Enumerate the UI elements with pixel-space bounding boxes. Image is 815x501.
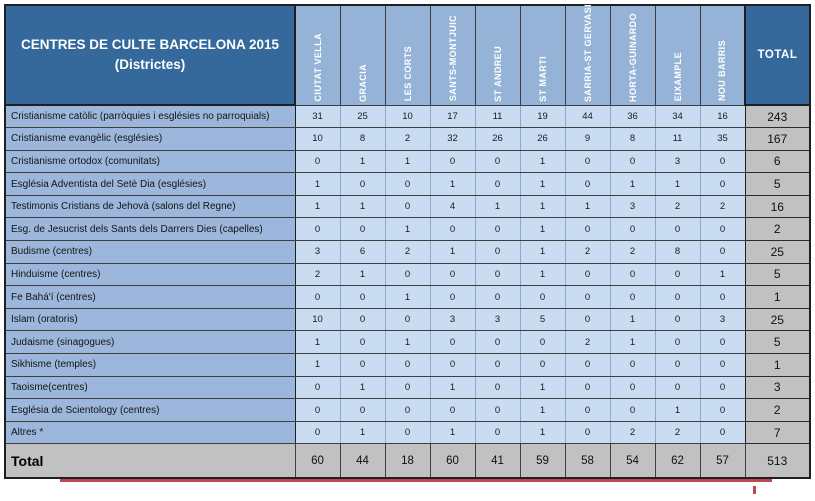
data-cell: 1 — [430, 173, 475, 196]
row-label: Fe Bahá'í (centres) — [5, 286, 295, 309]
column-header-label: GRACIA — [357, 63, 368, 102]
table-row — [5, 308, 810, 331]
data-cell: 3 — [430, 308, 475, 331]
data-cell: 0 — [340, 331, 385, 354]
column-total-cell: 44 — [340, 444, 385, 478]
column-header-label: NOU BARRIS — [717, 40, 728, 102]
data-cell: 1 — [655, 173, 700, 196]
row-label: Sikhisme (temples) — [5, 354, 295, 377]
row-total-cell: 3 — [745, 376, 810, 399]
data-cell: 0 — [565, 421, 610, 444]
row-label: Hinduisme (centres) — [5, 263, 295, 286]
data-cell: 0 — [610, 399, 655, 422]
column-header-st-marti — [520, 5, 565, 105]
row-total-cell: 25 — [745, 308, 810, 331]
data-cell: 0 — [430, 399, 475, 422]
data-cell: 0 — [655, 308, 700, 331]
data-cell: 4 — [430, 195, 475, 218]
row-total-cell: 5 — [745, 263, 810, 286]
column-total-cell: 41 — [475, 444, 520, 478]
data-cell: 10 — [295, 308, 340, 331]
data-cell: 1 — [430, 241, 475, 264]
data-cell: 0 — [385, 195, 430, 218]
data-cell: 11 — [475, 105, 520, 128]
data-cell: 0 — [565, 399, 610, 422]
data-cell: 2 — [565, 241, 610, 264]
data-cell: 0 — [340, 399, 385, 422]
data-cell: 0 — [475, 150, 520, 173]
row-total-cell: 1 — [745, 286, 810, 309]
data-cell: 0 — [385, 421, 430, 444]
data-cell: 0 — [340, 354, 385, 377]
data-cell: 0 — [340, 286, 385, 309]
data-cell: 1 — [520, 263, 565, 286]
data-cell: 0 — [565, 218, 610, 241]
data-cell: 1 — [430, 376, 475, 399]
data-cell: 32 — [430, 128, 475, 151]
data-cell: 1 — [700, 263, 745, 286]
data-cell: 3 — [610, 195, 655, 218]
row-total-cell: 7 — [745, 421, 810, 444]
data-cell: 2 — [295, 263, 340, 286]
data-cell: 26 — [475, 128, 520, 151]
data-cell: 1 — [520, 376, 565, 399]
column-total-cell: 62 — [655, 444, 700, 478]
data-cell: 5 — [520, 308, 565, 331]
data-cell: 0 — [430, 263, 475, 286]
column-header-les-corts — [385, 5, 430, 105]
data-cell: 1 — [520, 218, 565, 241]
row-label: Cristianisme ortodox (comunitats) — [5, 150, 295, 173]
data-cell: 26 — [520, 128, 565, 151]
column-header-label: ST ANDREU — [492, 45, 503, 102]
data-cell: 0 — [610, 286, 655, 309]
data-cell: 2 — [610, 421, 655, 444]
data-cell: 1 — [295, 173, 340, 196]
data-cell: 0 — [700, 286, 745, 309]
data-cell: 1 — [610, 173, 655, 196]
data-cell: 0 — [475, 218, 520, 241]
data-cell: 2 — [385, 128, 430, 151]
table-row — [5, 195, 810, 218]
table-row — [5, 150, 810, 173]
data-cell: 3 — [295, 241, 340, 264]
data-cell: 0 — [700, 218, 745, 241]
row-label: Església Adventista del Setè Dia (esglésies) — [5, 173, 295, 196]
data-cell: 3 — [655, 150, 700, 173]
data-cell: 0 — [565, 263, 610, 286]
row-total-cell: 2 — [745, 218, 810, 241]
column-total-cell: 59 — [520, 444, 565, 478]
data-cell: 0 — [700, 354, 745, 377]
data-cell: 3 — [700, 308, 745, 331]
data-cell: 16 — [700, 105, 745, 128]
data-cell: 0 — [610, 263, 655, 286]
column-total-cell: 60 — [295, 444, 340, 478]
data-cell: 0 — [565, 376, 610, 399]
data-cell: 34 — [655, 105, 700, 128]
table-row — [5, 128, 810, 151]
data-cell: 1 — [340, 150, 385, 173]
row-total-cell: 5 — [745, 173, 810, 196]
data-cell: 0 — [565, 286, 610, 309]
data-cell: 1 — [295, 354, 340, 377]
data-cell: 0 — [475, 241, 520, 264]
data-cell: 0 — [655, 376, 700, 399]
data-cell: 0 — [295, 376, 340, 399]
column-total-cell: 60 — [430, 444, 475, 478]
column-header-label: EIXAMPLE — [672, 52, 683, 102]
data-cell: 1 — [565, 195, 610, 218]
data-cell: 1 — [475, 195, 520, 218]
table-row — [5, 173, 810, 196]
data-cell: 0 — [430, 218, 475, 241]
data-cell: 0 — [475, 354, 520, 377]
data-cell: 2 — [700, 195, 745, 218]
data-cell: 1 — [340, 195, 385, 218]
data-cell: 6 — [340, 241, 385, 264]
data-cell: 9 — [565, 128, 610, 151]
row-label: Església de Scientology (centres) — [5, 399, 295, 422]
data-cell: 0 — [475, 331, 520, 354]
column-total-cell: 57 — [700, 444, 745, 478]
data-cell: 0 — [295, 150, 340, 173]
data-cell: 0 — [565, 308, 610, 331]
row-label: Islam (oratoris) — [5, 308, 295, 331]
column-header-sants-montjuic — [430, 5, 475, 105]
table-row — [5, 331, 810, 354]
centres-culte-table — [4, 4, 811, 479]
grand-total-cell: 513 — [745, 444, 810, 478]
row-total-cell: 243 — [745, 105, 810, 128]
totals-row — [5, 444, 810, 478]
data-cell: 0 — [655, 331, 700, 354]
data-cell: 0 — [385, 263, 430, 286]
data-cell: 1 — [655, 399, 700, 422]
data-cell: 0 — [475, 399, 520, 422]
data-cell: 0 — [430, 286, 475, 309]
column-total-cell: 18 — [385, 444, 430, 478]
data-cell: 19 — [520, 105, 565, 128]
data-cell: 0 — [295, 399, 340, 422]
data-cell: 1 — [385, 150, 430, 173]
data-cell: 10 — [295, 128, 340, 151]
data-cell: 8 — [655, 241, 700, 264]
column-header-eixample — [655, 5, 700, 105]
red-tick-mark — [753, 486, 756, 494]
column-header-total: TOTAL — [745, 5, 810, 105]
data-cell: 0 — [700, 399, 745, 422]
table-title — [5, 5, 295, 105]
data-cell: 0 — [565, 354, 610, 377]
column-total-cell: 54 — [610, 444, 655, 478]
row-total-cell: 25 — [745, 241, 810, 264]
data-cell: 0 — [385, 173, 430, 196]
data-cell: 31 — [295, 105, 340, 128]
column-header-ciutat-vella — [295, 5, 340, 105]
data-cell: 0 — [340, 308, 385, 331]
data-cell: 0 — [610, 218, 655, 241]
data-cell: 1 — [520, 421, 565, 444]
data-cell: 0 — [700, 331, 745, 354]
table-row — [5, 218, 810, 241]
table-row — [5, 263, 810, 286]
data-cell: 0 — [340, 173, 385, 196]
column-header-gracia — [340, 5, 385, 105]
totals-row-label: Total — [5, 444, 295, 478]
data-cell: 0 — [430, 150, 475, 173]
data-cell: 0 — [565, 150, 610, 173]
data-cell: 1 — [430, 421, 475, 444]
data-cell: 1 — [340, 421, 385, 444]
table-row — [5, 399, 810, 422]
data-cell: 0 — [385, 399, 430, 422]
data-cell: 0 — [295, 421, 340, 444]
data-cell: 0 — [700, 150, 745, 173]
data-cell: 1 — [520, 399, 565, 422]
data-cell: 0 — [655, 263, 700, 286]
row-total-cell: 167 — [745, 128, 810, 151]
data-cell: 10 — [385, 105, 430, 128]
data-cell: 1 — [385, 331, 430, 354]
data-cell: 0 — [475, 286, 520, 309]
data-cell: 1 — [385, 218, 430, 241]
column-header-sarria-st-gervasi — [565, 5, 610, 105]
column-header-nou-barris — [700, 5, 745, 105]
data-cell: 11 — [655, 128, 700, 151]
row-label: Taoisme(centres) — [5, 376, 295, 399]
data-cell: 0 — [430, 331, 475, 354]
data-cell: 2 — [610, 241, 655, 264]
table-row — [5, 105, 810, 128]
table-row — [5, 241, 810, 264]
data-cell: 0 — [520, 354, 565, 377]
row-label: Cristianisme evangèlic (esglésies) — [5, 128, 295, 151]
data-cell: 0 — [700, 173, 745, 196]
data-cell: 8 — [340, 128, 385, 151]
red-underline — [60, 479, 772, 482]
data-cell: 0 — [520, 286, 565, 309]
table-row — [5, 376, 810, 399]
data-cell: 0 — [565, 173, 610, 196]
data-cell: 0 — [340, 218, 385, 241]
data-cell: 1 — [610, 331, 655, 354]
data-cell: 0 — [475, 376, 520, 399]
data-cell: 1 — [385, 286, 430, 309]
data-cell: 0 — [655, 286, 700, 309]
column-header-label: HORTA-GUINARDO — [627, 12, 638, 102]
data-cell: 0 — [295, 286, 340, 309]
data-cell: 0 — [385, 308, 430, 331]
data-cell: 2 — [655, 195, 700, 218]
data-cell: 0 — [430, 354, 475, 377]
data-cell: 17 — [430, 105, 475, 128]
data-cell: 44 — [565, 105, 610, 128]
data-cell: 2 — [385, 241, 430, 264]
data-cell: 36 — [610, 105, 655, 128]
data-cell: 0 — [475, 173, 520, 196]
data-cell: 0 — [655, 354, 700, 377]
data-cell: 1 — [340, 263, 385, 286]
data-cell: 1 — [520, 173, 565, 196]
row-total-cell: 2 — [745, 399, 810, 422]
data-cell: 1 — [295, 331, 340, 354]
data-cell: 2 — [565, 331, 610, 354]
column-header-horta-guinardo — [610, 5, 655, 105]
row-total-cell: 6 — [745, 150, 810, 173]
data-cell: 0 — [295, 218, 340, 241]
data-cell: 0 — [475, 263, 520, 286]
row-label: Budisme (centres) — [5, 241, 295, 264]
data-cell: 0 — [475, 421, 520, 444]
table-title-line2: (Districtes) — [114, 57, 186, 72]
data-cell: 1 — [520, 150, 565, 173]
column-header-label: ST MARTI — [537, 55, 548, 102]
data-cell: 1 — [520, 241, 565, 264]
row-total-cell: 16 — [745, 195, 810, 218]
row-label: Cristianisme catòlic (parròquies i esglésies no parroquials) — [5, 105, 295, 128]
data-cell: 0 — [655, 218, 700, 241]
data-cell: 8 — [610, 128, 655, 151]
table-row — [5, 421, 810, 444]
data-cell: 0 — [520, 331, 565, 354]
data-cell: 0 — [385, 354, 430, 377]
row-total-cell: 5 — [745, 331, 810, 354]
data-cell: 0 — [610, 354, 655, 377]
row-label: Judaisme (sinagogues) — [5, 331, 295, 354]
data-cell: 0 — [385, 376, 430, 399]
row-label: Esg. de Jesucrist dels Sants dels Darrers Dies (capelles) — [5, 218, 295, 241]
data-cell: 3 — [475, 308, 520, 331]
row-label: Altres * — [5, 421, 295, 444]
data-cell: 1 — [610, 308, 655, 331]
table-row — [5, 354, 810, 377]
column-header-label: CIUTAT VELLA — [312, 33, 323, 102]
column-total-cell: 58 — [565, 444, 610, 478]
table-row — [5, 286, 810, 309]
column-header-label: LES CORTS — [402, 46, 413, 102]
row-total-cell: 1 — [745, 354, 810, 377]
data-cell: 0 — [700, 241, 745, 264]
data-cell: 35 — [700, 128, 745, 151]
data-cell: 1 — [340, 376, 385, 399]
data-cell: 0 — [610, 376, 655, 399]
header-row — [5, 5, 810, 105]
data-cell: 0 — [700, 376, 745, 399]
data-cell: 25 — [340, 105, 385, 128]
data-cell: 0 — [700, 421, 745, 444]
column-header-label: SARRIA-ST GERVASI — [582, 3, 593, 102]
row-label: Testimonis Cristians de Jehovà (salons del Regne) — [5, 195, 295, 218]
data-cell: 1 — [295, 195, 340, 218]
table-title-line1: CENTRES DE CULTE BARCELONA 2015 — [20, 37, 280, 53]
column-header-st-andreu — [475, 5, 520, 105]
data-cell: 2 — [655, 421, 700, 444]
data-cell: 0 — [610, 150, 655, 173]
data-cell: 1 — [520, 195, 565, 218]
column-header-label: SANTS-MONTJUIC — [447, 15, 458, 102]
